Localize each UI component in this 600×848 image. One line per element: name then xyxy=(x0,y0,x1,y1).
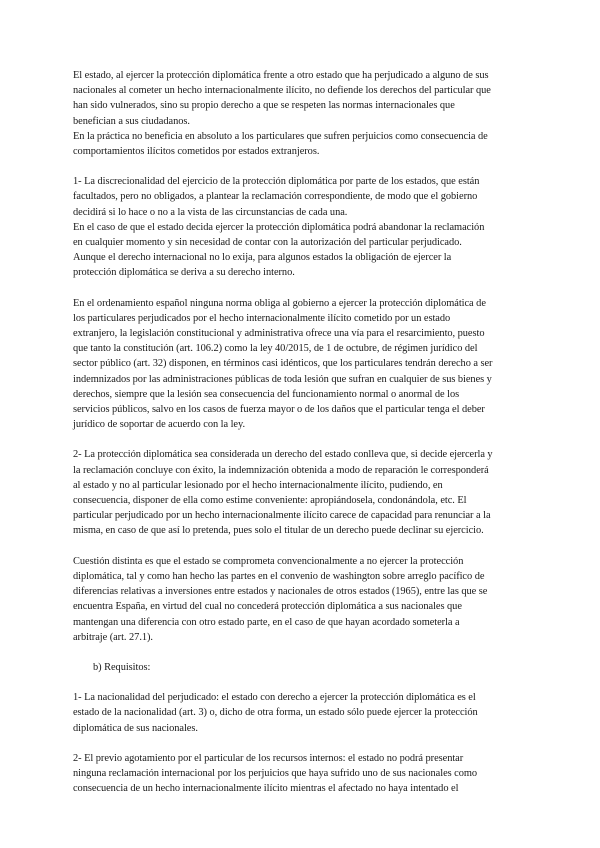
paragraph-intro: El estado, al ejercer la protección diplomática frente a otro estado que ha perjudicado a alguno de sus nacionales al cometer un hecho internacionalmente ilícito, no defiende los derechos del particular que han sido vulnerados, sino su propio derecho a que se respeten las normas internacionales que benefician a sus ciudadanos. En la práctica no beneficia en absoluto a los particulares que sufren perjuicios como consecuencia de comportamientos ilícitos cometidos por estados extranjeros. xyxy=(73,70,491,158)
paragraph-ordenamiento-espanol: En el ordenamiento español ninguna norma obliga al gobierno a ejercer la protección diplomática de los particulares perjudicados por el hecho internacionalmente ilícito cometido por un estado extranjero, la legislación constitucional y administrativa ofrece una vía para el resarcimiento, puesto que tanto la constitución (art. 106.2) como la ley 40/2015, de 1 de octubre, de régimen jurídico del sector público (art. 32) disponen, en términos casi idénticos, que los particulares tendrán derecho a ser indemnizados por las administraciones públicas de toda lesión que sufran en cualquier de sus bienes y derechos, siempre que la lesión sea consecuencia del funcionamiento normal o anormal de los servicios públicos, salvo en los casos de fuerza mayor o de los daños que el particular tenga el deber jurídico de soportar de acuerdo con la ley. xyxy=(73,297,493,431)
section-heading-requisitos: b) Requisitos: xyxy=(93,661,151,673)
paragraph-spacer xyxy=(73,432,533,447)
paragraph-cuestion-distinta: Cuestión distinta es que el estado se comprometa convencionalmente a no ejercer la protección diplomática, tal y como han hecho las partes en el convenio de washington sobre arreglo pacífico de diferencias relativas a inversiones entre estados y nacionales de otros estados (1965), entre las que se encuentra España, en virtud del cual no concederá protección diplomática a sus nacionales que mantengan una diferencia con otro estado parte, en el caso de que hayan acordado someterla a arbitraje (art. 27.1). xyxy=(73,555,488,643)
paragraph-spacer xyxy=(73,281,533,296)
paragraph-spacer xyxy=(73,736,533,751)
document-body xyxy=(73,68,533,796)
paragraph-agotamiento-recursos: 2- El previo agotamiento por el particular de los recursos internos: el estado no podrá presentar ninguna reclamación internacional por los perjuicios que haya sufrido uno de sus nacionales como consecuencia de un hecho internacionalmente ilícito mientras el afectado no haya intentado el xyxy=(73,752,478,795)
paragraph-nacionalidad: 1- La nacionalidad del perjudicado: el estado con derecho a ejercer la protección diplomática es el estado de la nacionalidad (art. 3) o, dicho de otra forma, un estado sólo puede ejercer la protección diplomática de sus nacionales. xyxy=(73,692,478,734)
paragraph-discrecionalidad: 1- La discrecionalidad del ejercicio de la protección diplomática por parte de los estados, que están facultados, pero no obligados, a plantear la reclamación correspondiente, de modo que el gobierno decidirá si lo hace o no a la vista de las circunstancias de cada una. En el caso de que el estado decida ejercer la protección diplomática podrá abandonar la reclamación en cualquier momento y sin necesidad de contar con la autorización del particular perjudicado. Aunque el derecho internacional no lo exija, para algunos estados la obligación de ejercer la protección diplomática se deriva a su derecho interno. xyxy=(73,176,485,279)
paragraph-spacer xyxy=(73,159,533,174)
paragraph-spacer xyxy=(73,675,533,690)
paragraph-spacer xyxy=(73,645,533,660)
paragraph-spacer xyxy=(73,539,533,554)
paragraph-derecho-del-estado: 2- La protección diplomática sea considerada un derecho del estado conlleva que, si decide ejercerla y la reclamación concluye con éxito, la indemnización obtenida a modo de reparación le corresponderá al estado y no al particular lesionado por el hecho internacionalmente ilícito, pudiendo, en consecuencia, disponer de ella como estime conveniente: apropiándosela, condonándola, etc. El particular perjudicado por un hecho internacionalmente ilícito carece de capacidad para renunciar a la misma, en caso de que así lo pretenda, pues solo el titular de un derecho puede declinar su ejercicio. xyxy=(73,449,493,537)
